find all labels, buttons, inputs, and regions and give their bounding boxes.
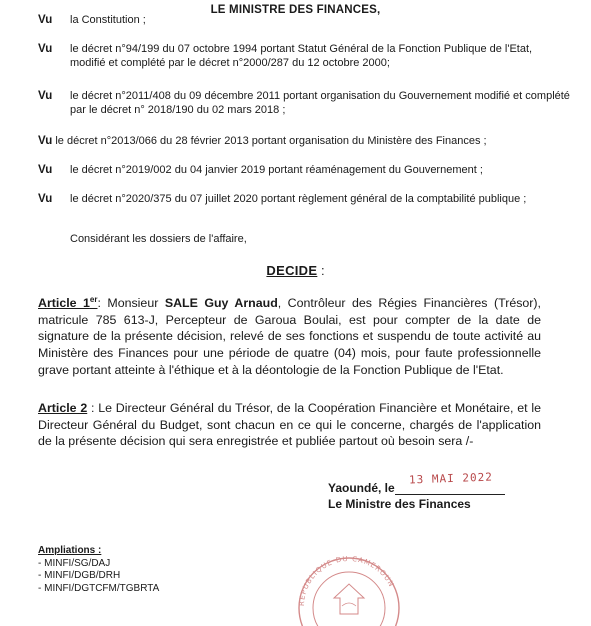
signature-place-date xyxy=(328,470,505,495)
ampliations-title: Ampliations : xyxy=(38,545,102,556)
article-2-body: : Le Directeur Général du Trésor, de la Coopération Financière et Monétaire, et le Directeur Général du Budget, sont chacun en ce qui le concerne, chargés de l'application de la présente décision qui sera enregistrée et publiée partout où besoin sera /- xyxy=(38,401,541,449)
visa-text: le décret n°2019/002 du 04 janvier 2019 portant réaménagement du Gouvernement ; xyxy=(70,164,483,176)
ampliation-item: - MINFI/DGB/DRH xyxy=(38,570,121,581)
ampliations xyxy=(38,545,159,595)
official-seal-icon xyxy=(284,536,414,626)
visa-decret-2013-066 xyxy=(38,135,487,149)
ampliation-item: - MINFI/SG/DAJ xyxy=(38,557,111,569)
decide-colon: : xyxy=(317,263,325,278)
seal-text: REPUBLIQUE DU CAMEROUN xyxy=(297,554,396,607)
article-1-intro: : Monsieur xyxy=(97,296,165,311)
article-1-label xyxy=(38,296,97,310)
vu-keyword: Vu xyxy=(38,135,53,147)
decide-word: DECIDE xyxy=(266,263,318,278)
vu-keyword: Vu xyxy=(38,43,53,55)
article-1 xyxy=(38,292,541,378)
visa-text: le décret n°2013/066 du 28 février 2013 portant organisation du Ministère des Finances ; xyxy=(55,135,487,147)
date-line xyxy=(395,470,505,495)
article-2 xyxy=(38,400,541,450)
article-2-label: Article 2 xyxy=(38,401,88,415)
date-stamp: 13 MAI 2022 xyxy=(408,470,493,487)
header-title: LE MINISTRE DES FINANCES, xyxy=(210,4,381,16)
visa-text: la Constitution ; xyxy=(70,14,146,26)
considerant-text: Considérant les dossiers de l'affaire, xyxy=(70,233,247,245)
svg-text:REPUBLIQUE DU CAMEROUN xyxy=(298,555,396,606)
vu-keyword: Vu xyxy=(38,193,53,205)
decide-heading xyxy=(0,263,591,278)
article-1-label-text: Article 1 xyxy=(38,296,90,311)
visa-text: le décret n°2011/408 du 09 décembre 2011 portant organisation du Gouvernement modifié et complété par le décret n° 2018/190 du 02 mars 2018 ; xyxy=(70,90,570,116)
vu-keyword: Vu xyxy=(38,90,53,102)
article-1-body: , Contrôleur des Régies Financières (Trésor), matricule 785 613-J, Percepteur de Garoua Boulai, est pour compter de la date de signature de la présente décision, relevé de ses fonctions et suspendu de toute activité au Ministère des Finances pour une période de quatre (04) mois, pour faute professionnelle grave portant atteinte à l'éthique et à la déontologie de la Fonction Publique de l'Etat. xyxy=(38,296,541,377)
article-1-person-name: SALE Guy Arnaud xyxy=(164,296,278,311)
vu-keyword: Vu xyxy=(38,164,53,176)
visa-text: le décret n°94/199 du 07 octobre 1994 portant Statut Général de la Fonction Publique de l'Etat, modifié et complété par le décret n°2000/287 du 12 octobre 2000; xyxy=(70,43,533,69)
article-1-label-sup: er xyxy=(89,295,98,304)
visa-text: le décret n°2020/375 du 07 juillet 2020 portant règlement général de la comptabilité publique ; xyxy=(70,193,527,205)
signature-block xyxy=(328,470,505,511)
signature-place: Yaoundé, le xyxy=(328,481,395,495)
ampliation-item: - MINFI/DGTCFM/TGBRTA xyxy=(38,582,160,594)
vu-keyword: Vu xyxy=(38,14,53,26)
signature-title: Le Ministre des Finances xyxy=(328,497,471,511)
